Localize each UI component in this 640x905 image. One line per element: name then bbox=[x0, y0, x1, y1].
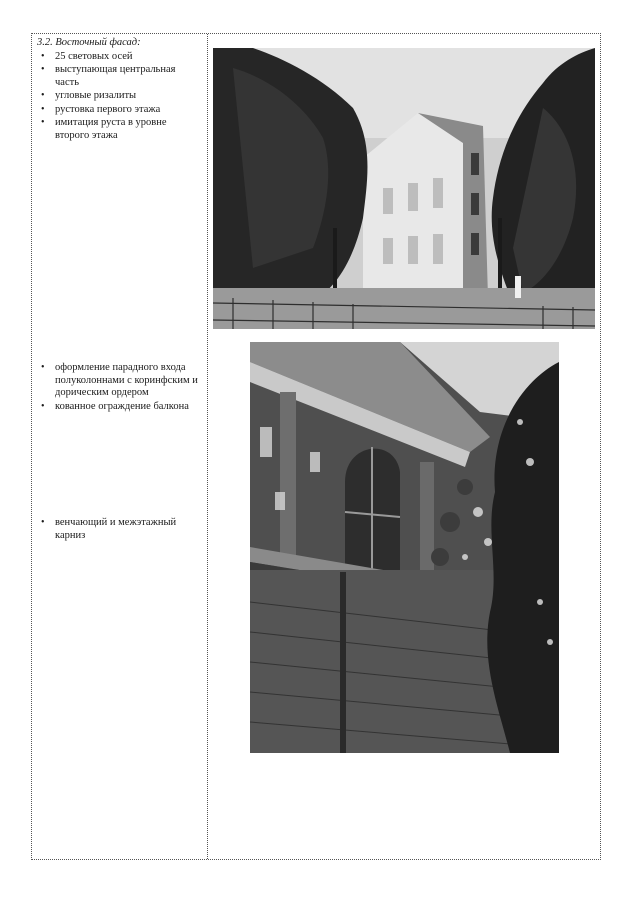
bullet-list-2 bbox=[37, 362, 202, 413]
list-item: • 25 световых осей bbox=[37, 51, 202, 64]
column-divider bbox=[207, 34, 208, 859]
facade-feature-list-3 bbox=[37, 517, 202, 543]
facade-photo-2-image bbox=[250, 342, 559, 753]
facade-photo-1 bbox=[213, 48, 595, 329]
facade-photo-1-image bbox=[213, 48, 595, 329]
facade-feature-list-1 bbox=[37, 37, 202, 143]
list-item: • угловые ризалиты bbox=[37, 90, 202, 103]
list-item: • выступающая центральная часть bbox=[37, 64, 202, 89]
bullet-list-1 bbox=[37, 51, 202, 143]
facade-feature-list-2 bbox=[37, 362, 202, 414]
document-table bbox=[31, 33, 601, 860]
facade-photo-2 bbox=[250, 342, 559, 753]
list-item: • кованное ограждение балкона bbox=[37, 401, 202, 414]
list-item: • имитация руста в уровне второго этажа bbox=[37, 117, 202, 142]
list-item: • оформление парадного входа полуколоннами с коринфским и дорическим ордером bbox=[37, 362, 202, 400]
list-item: • рустовка первого этажа bbox=[37, 104, 202, 117]
section-heading: 3.2. Восточный фасад: bbox=[37, 37, 141, 48]
bullet-list-3 bbox=[37, 517, 202, 542]
list-item: • венчающий и межэтажный карниз bbox=[37, 517, 202, 542]
